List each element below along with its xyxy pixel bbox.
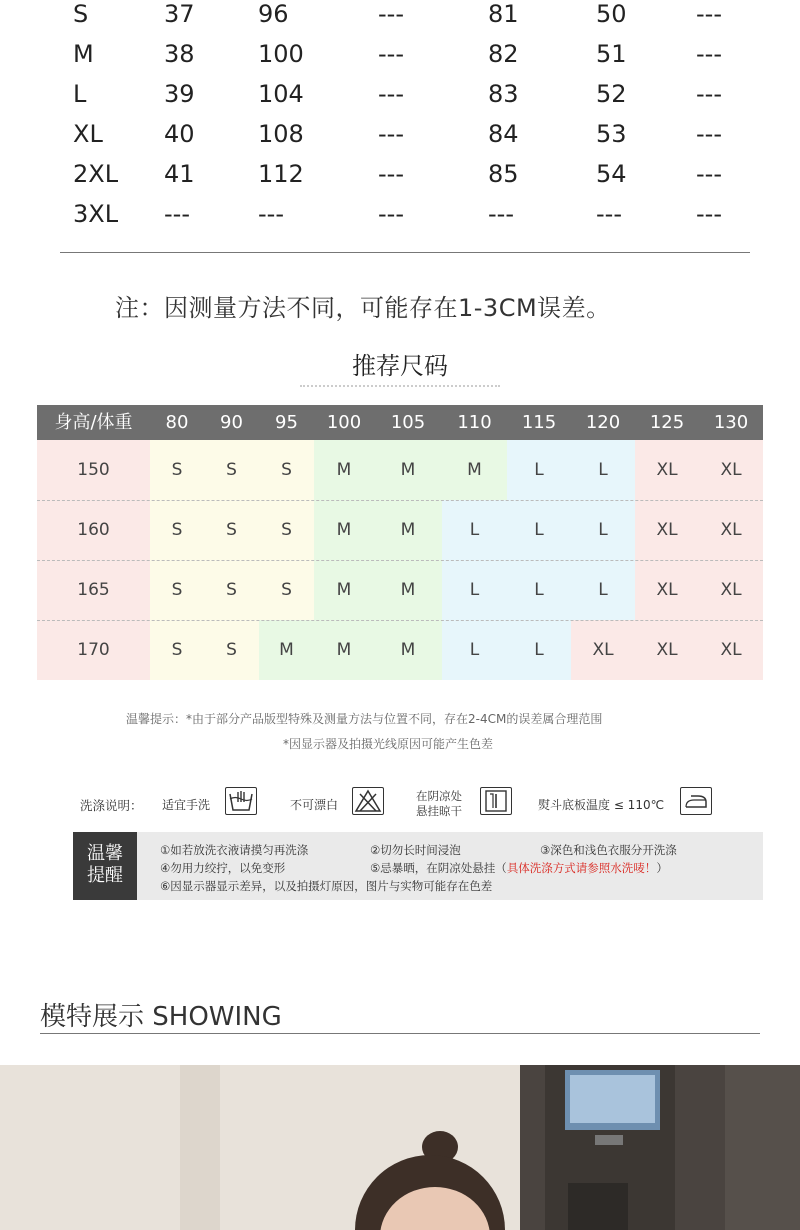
header-weight: 80: [165, 412, 189, 433]
reminder-item-6: ⑥因显示器显示差异，以及拍摄灯原因，图片与实物可能存在色差: [160, 879, 493, 893]
model-photo: [0, 1065, 800, 1230]
size-row: [60, 0, 750, 40]
size-cell: M: [374, 620, 442, 680]
size-value: 96: [258, 0, 289, 28]
showing-title: 模特展示 SHOWING: [40, 1002, 282, 1032]
header-weight: 130: [713, 412, 749, 433]
iron-icon: [680, 787, 712, 815]
size-cell: L: [507, 560, 571, 620]
no-bleach-label: 不可漂白: [290, 798, 339, 812]
size-cell: S: [204, 620, 259, 680]
size-label: S: [73, 0, 89, 28]
size-cell: M: [314, 620, 374, 680]
wash-label: 洗涤说明：: [80, 798, 143, 813]
size-cell: M: [374, 500, 442, 560]
size-cell: L: [507, 500, 571, 560]
size-value: ---: [488, 200, 514, 228]
size-cell: S: [204, 500, 259, 560]
size-value: 82: [488, 40, 519, 68]
size-row: [60, 40, 750, 80]
size-cell: M: [314, 500, 374, 560]
reminder-item-1: ①如若放洗衣液请摸匀再洗涤: [160, 843, 309, 857]
header-weight: 115: [521, 412, 557, 433]
hand-wash-icon: [225, 787, 257, 815]
reminder-item-5-text: ⑤忌暴晒，在阴凉处悬挂（: [370, 861, 507, 875]
reminder-item-2: ②切勿长时间浸泡: [370, 843, 461, 857]
size-value: ---: [696, 40, 722, 68]
size-value: 39: [164, 80, 195, 108]
measurement-note: 注：因测量方法不同，可能存在1-3CM误差。: [115, 294, 611, 322]
size-value: ---: [696, 200, 722, 228]
size-value: ---: [258, 200, 284, 228]
size-value: 53: [596, 120, 627, 148]
hang-dry-line1: 在阴凉处: [416, 789, 462, 803]
header-weight: 105: [390, 412, 426, 433]
size-cell: M: [442, 440, 507, 500]
size-value: 112: [258, 160, 304, 188]
size-value: 54: [596, 160, 627, 188]
size-cell: S: [204, 440, 259, 500]
size-cell: M: [314, 440, 374, 500]
size-cell: L: [571, 440, 635, 500]
recommend-size-table: [37, 405, 763, 680]
size-cell: S: [259, 560, 314, 620]
size-label: XL: [73, 120, 103, 148]
row-separator: [37, 560, 763, 561]
size-cell: XL: [635, 440, 699, 500]
size-cell: S: [150, 440, 204, 500]
header-weight: 120: [585, 412, 621, 433]
size-value: 108: [258, 120, 304, 148]
size-cell: XL: [699, 560, 763, 620]
size-value: 37: [164, 0, 195, 28]
hand-wash-label: 适宜手洗: [162, 798, 211, 812]
recommend-body: [37, 440, 763, 680]
size-cell: S: [259, 440, 314, 500]
iron-temp-label: 熨斗底板温度 ≤ 110℃: [538, 798, 665, 812]
height-cell: 165: [37, 560, 150, 620]
size-value: ---: [596, 200, 622, 228]
header-weight: 100: [326, 412, 362, 433]
reminder-label-line1: 温馨: [87, 843, 123, 864]
title-decoration: [300, 385, 500, 391]
hang-dry-line2: 悬挂晾干: [416, 804, 462, 818]
size-value: 100: [258, 40, 304, 68]
size-table: [60, 0, 750, 240]
size-cell: XL: [635, 560, 699, 620]
size-cell: L: [571, 500, 635, 560]
no-bleach-icon: [352, 787, 384, 815]
size-value: ---: [378, 200, 404, 228]
size-label: L: [73, 80, 87, 108]
size-value: ---: [696, 160, 722, 188]
reminder-item-5-close: ）: [656, 861, 668, 875]
size-value: ---: [696, 120, 722, 148]
height-cell: 160: [37, 500, 150, 560]
size-cell: L: [571, 560, 635, 620]
reminder-item-3: ③深色和浅色衣服分开洗涤: [540, 843, 677, 857]
size-value: 38: [164, 40, 195, 68]
height-cell: 170: [37, 620, 150, 680]
size-cell: XL: [699, 620, 763, 680]
size-value: 52: [596, 80, 627, 108]
size-cell: S: [150, 500, 204, 560]
row-separator: [37, 500, 763, 501]
size-cell: M: [314, 560, 374, 620]
reminder-label-line2: 提醒: [87, 865, 123, 886]
size-cell: S: [150, 560, 204, 620]
size-value: ---: [696, 0, 722, 28]
tip-line-1: 温馨提示：*由于部分产品版型特殊及测量方法与位置不同，存在2-4CM的误差属合理范围: [126, 712, 603, 726]
size-cell: S: [150, 620, 204, 680]
header-weight: 90: [220, 412, 243, 433]
size-cell: L: [442, 620, 507, 680]
size-cell: S: [259, 500, 314, 560]
reminder-item-5: [370, 860, 668, 876]
row-separator: [37, 620, 763, 621]
size-cell: M: [374, 440, 442, 500]
size-row: [60, 120, 750, 160]
showing-divider: [40, 1033, 760, 1034]
height-cell: 150: [37, 440, 150, 500]
size-cell: XL: [571, 620, 635, 680]
size-cell: S: [204, 560, 259, 620]
size-label: M: [73, 40, 94, 68]
size-label: 3XL: [73, 200, 119, 228]
size-value: ---: [378, 40, 404, 68]
size-cell: L: [442, 500, 507, 560]
reminder-label: [73, 832, 137, 900]
size-value: ---: [378, 120, 404, 148]
size-cell: XL: [699, 500, 763, 560]
header-weight: 95: [275, 412, 298, 433]
size-cell: M: [374, 560, 442, 620]
size-value: ---: [696, 80, 722, 108]
size-cell: L: [507, 440, 571, 500]
size-cell: XL: [635, 620, 699, 680]
size-value: ---: [164, 200, 190, 228]
size-value: ---: [378, 80, 404, 108]
reminder-item-4: ④勿用力绞拧，以免变形: [160, 861, 286, 875]
size-value: 81: [488, 0, 519, 28]
size-cell: L: [507, 620, 571, 680]
size-value: ---: [378, 0, 404, 28]
size-value: 85: [488, 160, 519, 188]
header-weight: 110: [457, 412, 492, 433]
reminder-item-5-highlight: 具体洗涤方式请参照水洗唛！: [506, 861, 657, 875]
size-row: [60, 80, 750, 120]
header-height-weight: 身高/体重: [54, 412, 133, 433]
size-value: 104: [258, 80, 304, 108]
divider: [60, 252, 750, 253]
recommend-title: 推荐尺码: [352, 352, 448, 380]
recommend-header-row: [37, 405, 763, 440]
size-row: [60, 160, 750, 200]
size-value: 51: [596, 40, 627, 68]
size-cell: M: [259, 620, 314, 680]
header-weight: 125: [649, 412, 685, 433]
size-value: 41: [164, 160, 195, 188]
size-cell: XL: [699, 440, 763, 500]
size-value: ---: [378, 160, 404, 188]
size-cell: L: [442, 560, 507, 620]
tip-line-2: *因显示器及拍摄光线原因可能产生色差: [283, 737, 494, 751]
size-value: 83: [488, 80, 519, 108]
size-value: 40: [164, 120, 195, 148]
size-row: [60, 200, 750, 240]
size-label: 2XL: [73, 160, 119, 188]
size-value: 84: [488, 120, 519, 148]
hang-dry-icon: [480, 787, 512, 815]
size-value: 50: [596, 0, 627, 28]
size-cell: XL: [635, 500, 699, 560]
